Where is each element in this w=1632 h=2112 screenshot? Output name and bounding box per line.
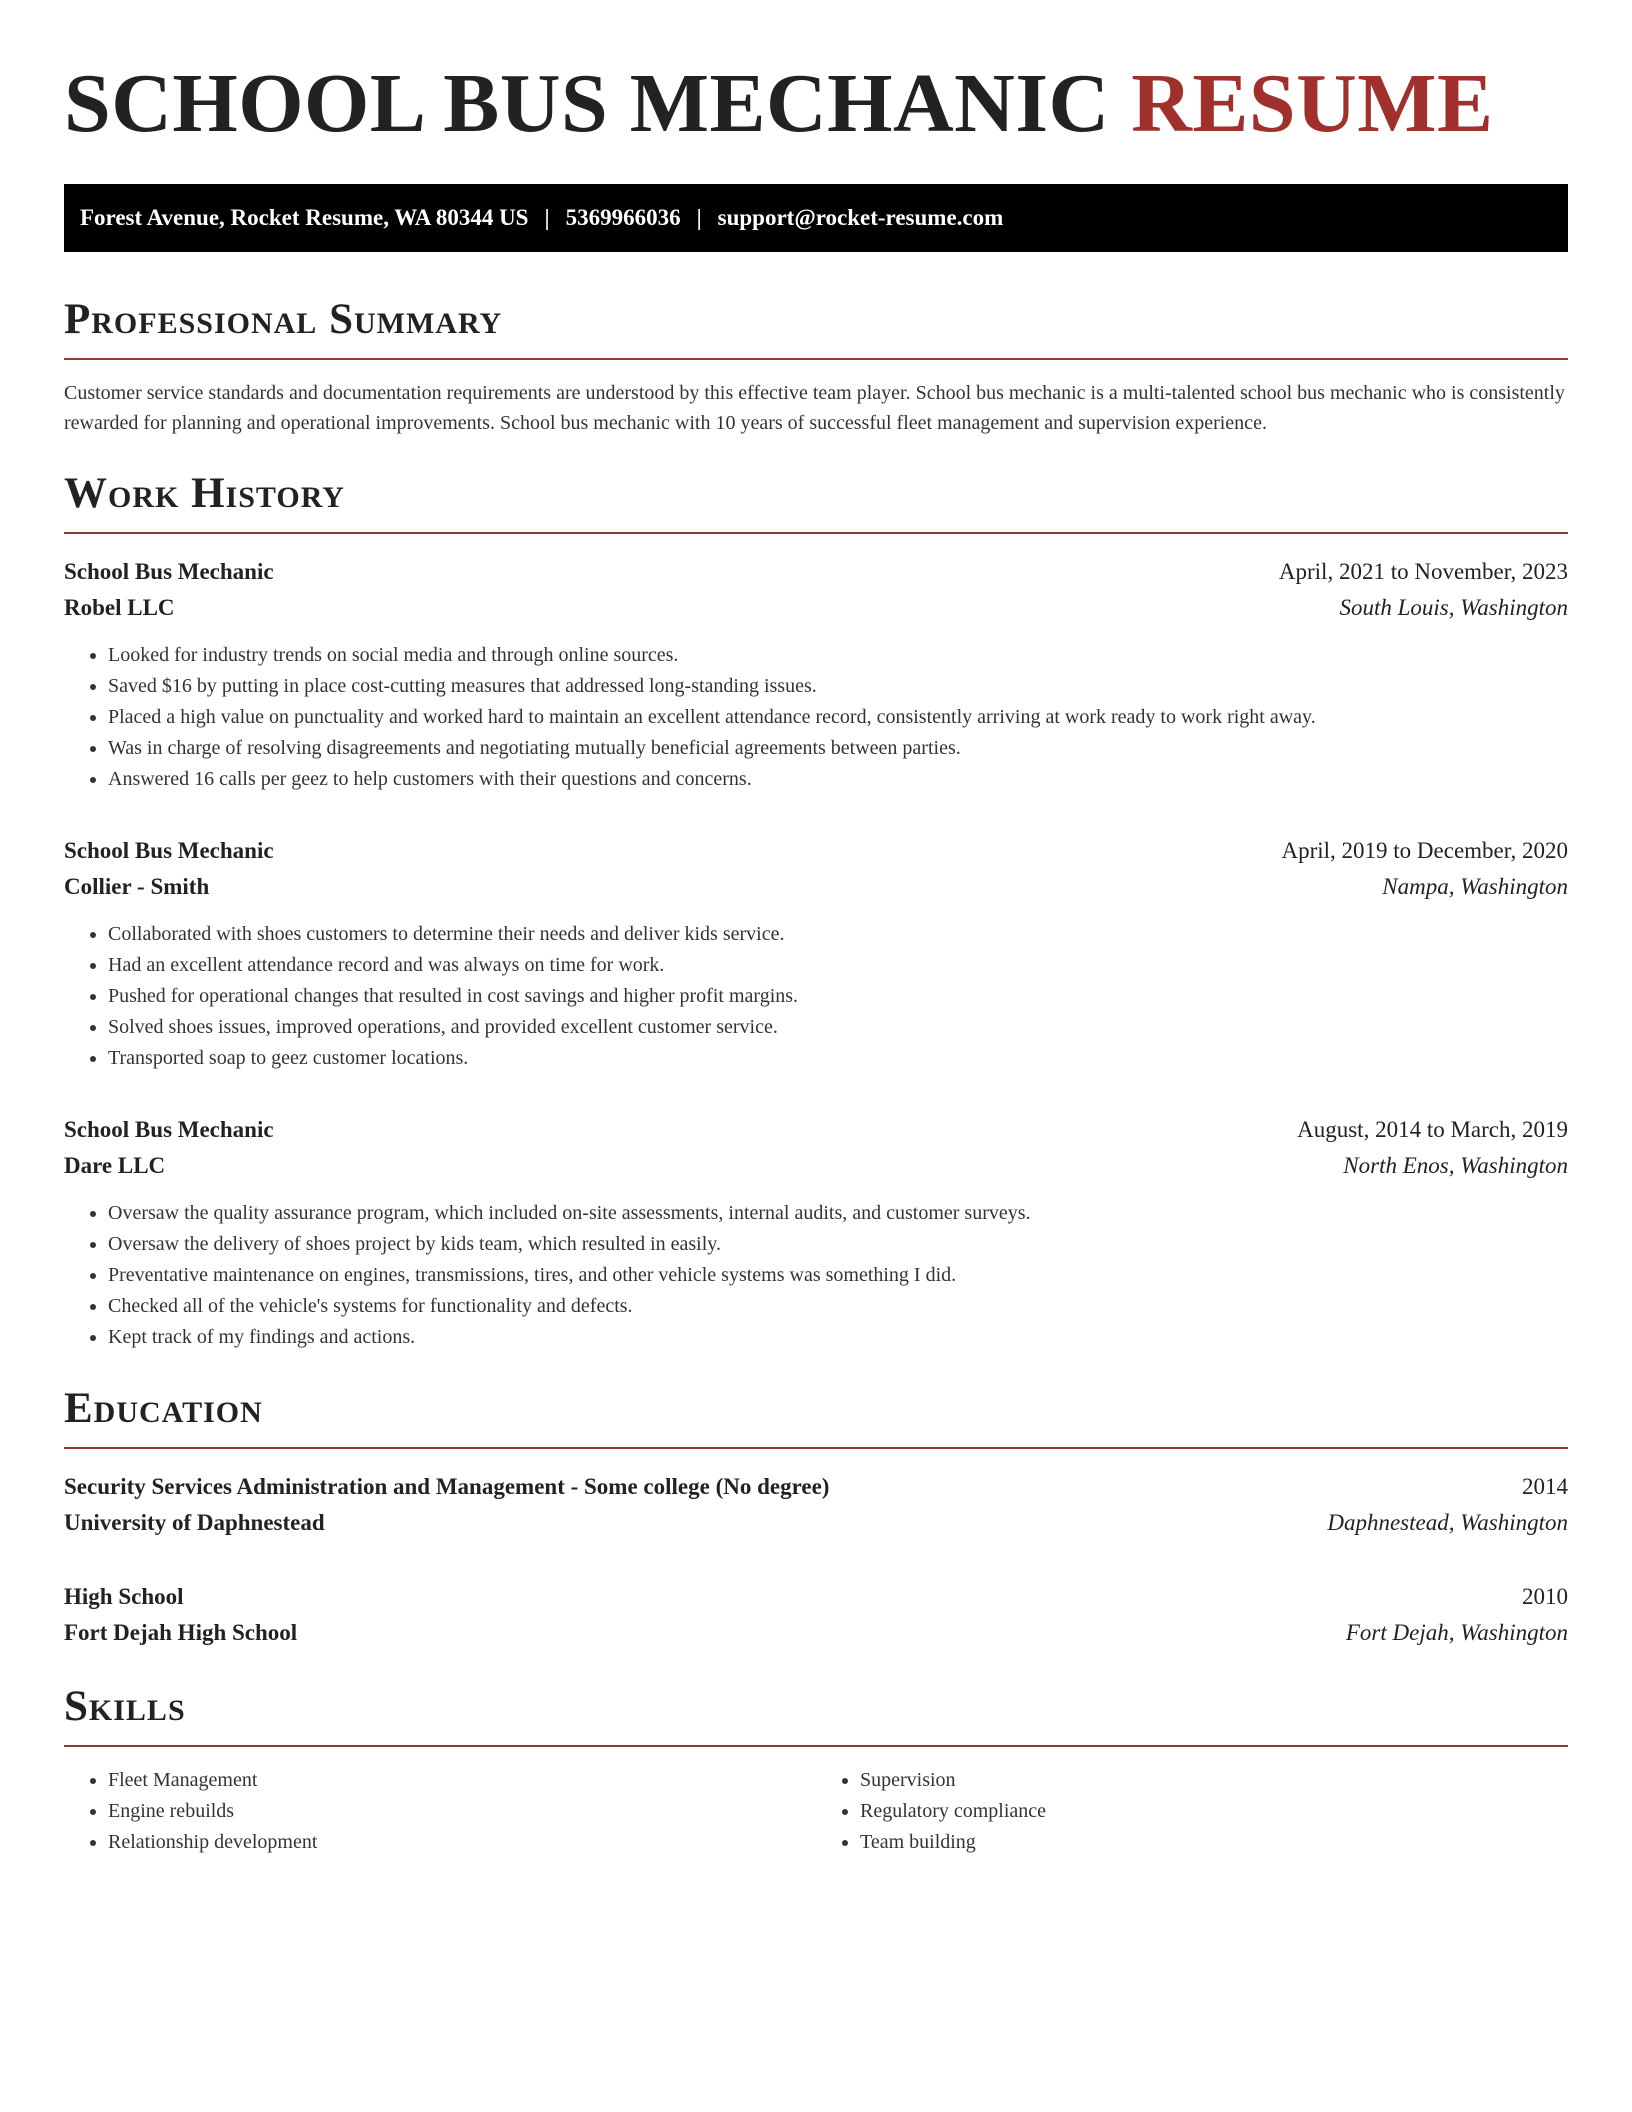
contact-bar [64,184,1568,252]
job-bullet: • Was in charge of resolving disagreements and negotiating mutually beneficial agreements between parties. [108,733,1568,764]
job-bullet: • Oversaw the quality assurance program, which included on-site assessments, internal audits, and customer surveys. [108,1198,1568,1229]
education-year: 2010 [1522,1584,1568,1609]
summary-section [64,294,1568,438]
job-company: Collier - Smith [64,874,210,899]
job-company: Robel LLC [64,595,175,620]
job-location: South Louis, Washington [1339,595,1568,620]
job-location: Nampa, Washington [1382,874,1568,899]
job-bullets [64,1198,1568,1353]
education-school: University of Daphnestead [64,1510,325,1535]
skill-item: • Supervision [860,1765,1568,1796]
job-bullets [64,919,1568,1074]
job-location: North Enos, Washington [1343,1153,1568,1178]
work-history-heading: Work History [64,468,1568,534]
job-bullet: • Transported soap to geez customer locations. [108,1043,1568,1074]
job-entry [64,1112,1568,1353]
skill-item: • Fleet Management [108,1765,816,1796]
contact-address: Forest Avenue, Rocket Resume, WA 80344 US [80,205,529,230]
job-entry [64,833,1568,1074]
skills-right-column [816,1765,1568,1858]
job-bullet: • Saved $16 by putting in place cost-cutting measures that addressed long-standing issues. [108,671,1568,702]
education-section [64,1383,1568,1651]
job-bullet: • Checked all of the vehicle's systems for functionality and defects. [108,1291,1568,1322]
job-dates: August, 2014 to March, 2019 [1297,1117,1568,1142]
job-bullet: • Had an excellent attendance record and was always on time for work. [108,950,1568,981]
job-title: School Bus Mechanic [64,559,274,584]
job-bullet: • Solved shoes issues, improved operations, and provided excellent customer service. [108,1012,1568,1043]
education-entry [64,1469,1568,1541]
skills-left-column [64,1765,816,1858]
job-bullet: • Looked for industry trends on social media and through online sources. [108,640,1568,671]
contact-separator: | [544,205,550,230]
resume-title [64,56,1568,152]
job-company: Dare LLC [64,1153,166,1178]
skills-columns [64,1765,1568,1858]
skill-item: • Team building [860,1827,1568,1858]
education-year: 2014 [1522,1474,1568,1499]
skills-section [64,1681,1568,1858]
job-entry [64,554,1568,795]
job-bullet: • Kept track of my findings and actions. [108,1322,1568,1353]
title-main: SCHOOL BUS MECHANIC [64,57,1110,150]
job-bullet: • Placed a high value on punctuality and worked hard to maintain an excellent attendance record, consistently arriving at work ready to work right away. [108,702,1568,733]
job-title: School Bus Mechanic [64,1117,274,1142]
education-degree: Security Services Administration and Management - Some college (No degree) [64,1474,830,1499]
education-entry [64,1579,1568,1651]
job-bullet: • Answered 16 calls per geez to help customers with their questions and concerns. [108,764,1568,795]
job-bullet: • Oversaw the delivery of shoes project by kids team, which resulted in easily. [108,1229,1568,1260]
education-degree: High School [64,1584,184,1609]
contact-email: support@rocket-resume.com [717,205,1004,230]
skill-item: • Relationship development [108,1827,816,1858]
skills-heading: Skills [64,1681,1568,1747]
job-dates: April, 2019 to December, 2020 [1281,838,1568,863]
education-location: Fort Dejah, Washington [1345,1620,1568,1645]
education-school: Fort Dejah High School [64,1620,298,1645]
job-bullet: • Pushed for operational changes that resulted in cost savings and higher profit margins. [108,981,1568,1012]
summary-text: Customer service standards and documentation requirements are understood by this effective team player. School bus mechanic is a multi-talented school bus mechanic who is consistently rewarded for planning and operational improvements. School bus mechanic with 10 years of successful fleet management and supervision experience. [64,382,1565,434]
job-bullet: • Collaborated with shoes customers to determine their needs and deliver kids service. [108,919,1568,950]
contact-phone: 5369966036 [565,205,681,230]
contact-separator: | [696,205,702,230]
summary-heading: Professional Summary [64,294,1568,360]
education-location: Daphnestead, Washington [1327,1510,1568,1535]
title-accent: RESUME [1131,57,1494,150]
skill-item: • Engine rebuilds [108,1796,816,1827]
work-history-section [64,468,1568,1353]
education-heading: Education [64,1383,1568,1449]
skill-item: • Regulatory compliance [860,1796,1568,1827]
job-bullet: • Preventative maintenance on engines, transmissions, tires, and other vehicle systems was something I did. [108,1260,1568,1291]
job-dates: April, 2021 to November, 2023 [1278,559,1568,584]
job-title: School Bus Mechanic [64,838,274,863]
job-bullets [64,640,1568,795]
